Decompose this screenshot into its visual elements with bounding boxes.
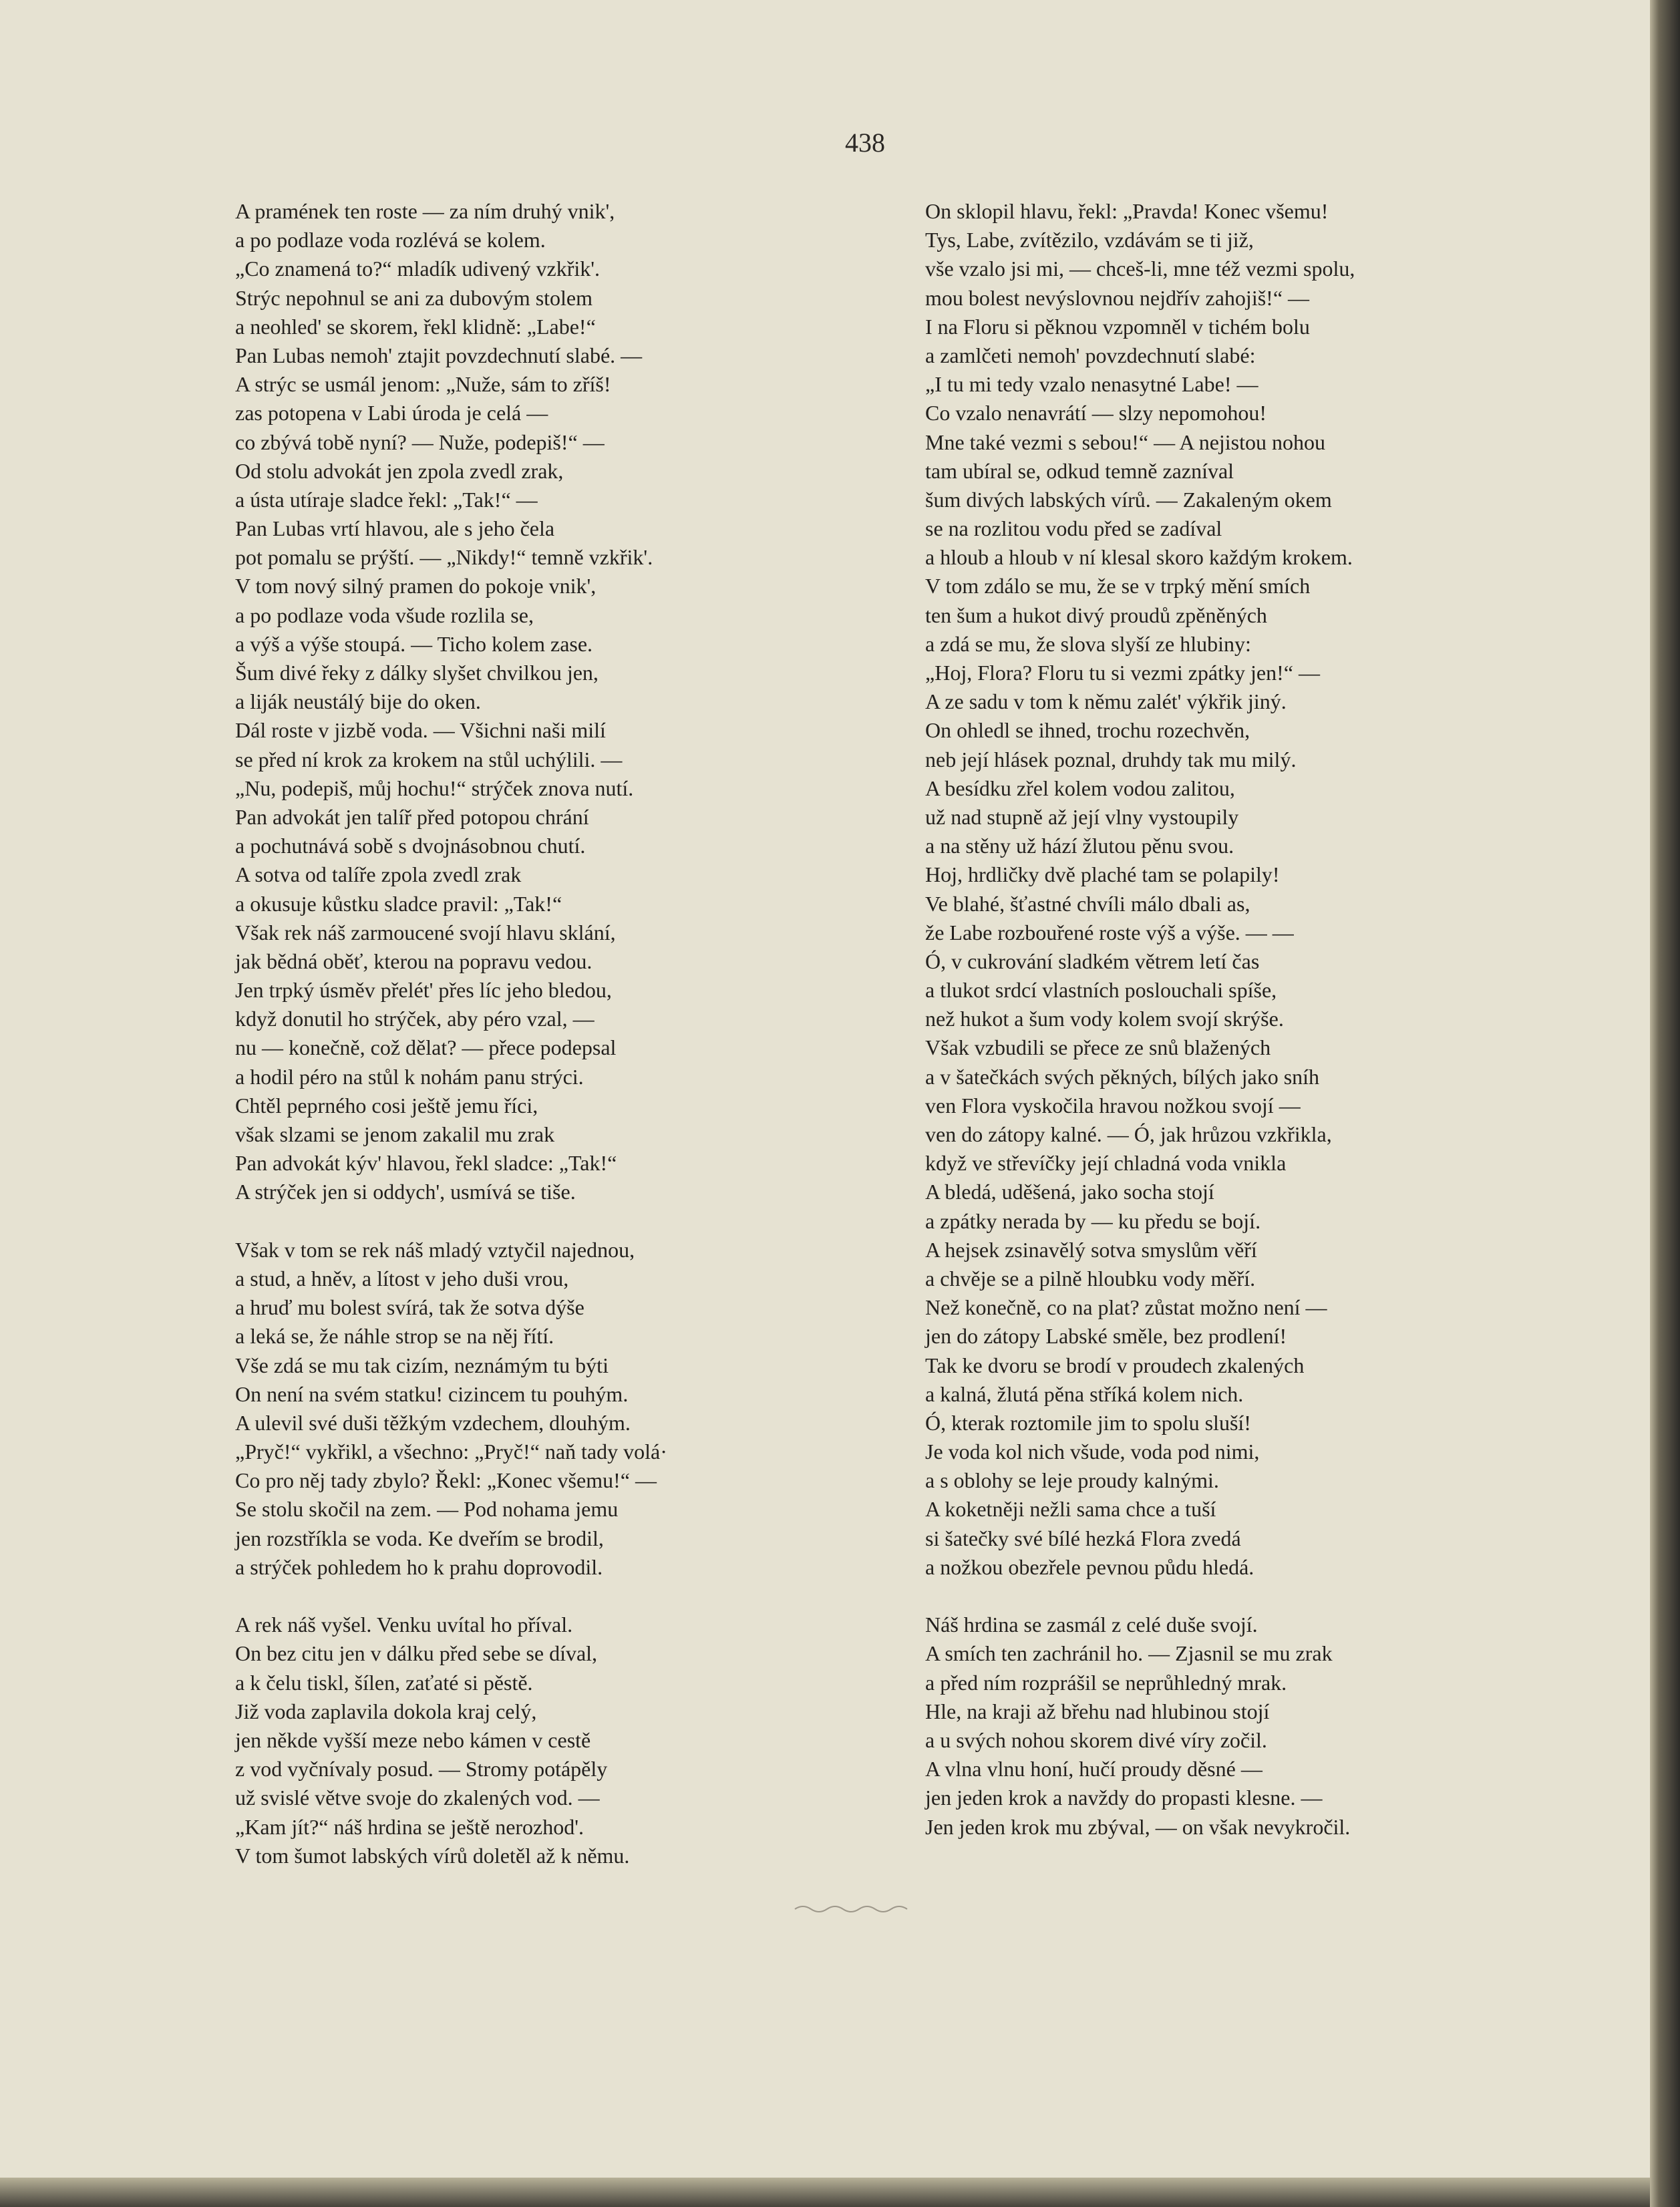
verse-line: „Kam jít?“ náš hrdina se ještě nerozhod'. <box>235 1814 584 1839</box>
verse-line: a hodil péro na stůl k nohám panu strýci. <box>235 1064 584 1089</box>
verse-line: a s oblohy se leje proudy kalnými. <box>925 1468 1219 1493</box>
verse-line: A vlna vlnu honí, hučí proudy děsné — <box>925 1757 1263 1781</box>
left-column <box>235 197 856 1870</box>
verse-line: a kalná, žlutá pěna stříká kolem nich. <box>925 1381 1244 1406</box>
verse-line: Než konečně, co na plat? zůstat možno není — <box>925 1295 1327 1320</box>
verse-line: Náš hrdina se zasmál z celé duše svojí. <box>925 1612 1258 1637</box>
verse-line: Strýc nepohnul se ani za dubovým stolem <box>235 285 593 310</box>
verse-line: Dál roste v jizbě voda. — Všichni naši milí <box>235 718 606 743</box>
verse-line: Však vzbudili se přece ze snů blažených <box>925 1035 1271 1060</box>
verse-line: však slzami se jenom zakalil mu zrak <box>235 1122 555 1146</box>
verse-line: A sotva od talíře zpola zvedl zrak <box>235 862 522 887</box>
verse-line: a výš a výše stoupá. — Ticho kolem zase. <box>235 631 593 656</box>
verse-line: pot pomalu se prýští. — „Nikdy!“ temně vzkřik'. <box>235 545 653 570</box>
verse-line: A strýc se usmál jenom: „Nuže, sám to zříš! <box>235 372 611 397</box>
verse-line: a chvěje se a pilně hloubku vody měří. <box>925 1266 1256 1291</box>
verse-line: Pan Lubas nemoh' ztajit povzdechnutí slabé. — <box>235 343 643 367</box>
verse-line: A strýček jen si oddych', usmívá se tiše. <box>235 1180 576 1204</box>
verse-line: Již voda zaplavila dokola kraj celý, <box>235 1699 537 1723</box>
verse-line: mou bolest nevýslovnou nejdřív zahojiš!“ — <box>925 285 1310 310</box>
end-ornament <box>794 1902 914 1916</box>
verse-line: A koketněji nežli sama chce a tuší <box>925 1497 1216 1522</box>
verse-line: neb její hlásek poznal, druhdy tak mu milý. <box>925 747 1297 772</box>
verse-line: nu — konečně, což dělat? — přece podepsal <box>235 1035 617 1060</box>
verse-line: Co pro něj tady zbylo? Řekl: „Konec všemu!“ — <box>235 1468 657 1493</box>
verse-line: On bez citu jen v dálku před sebe se díval, <box>235 1641 598 1666</box>
verse-line: a stud, a hněv, a lítost v jeho duši vrou, <box>235 1266 569 1291</box>
verse-line: že Labe rozbouřené roste výš a výše. — — <box>925 920 1294 945</box>
verse-line: a ústa utíraje sladce řekl: „Tak!“ — <box>235 487 538 512</box>
verse-line: vše vzalo jsi mi, — chceš-li, mne též vezmi spolu, <box>925 257 1355 281</box>
verse-line: A besídku zřel kolem vodou zalitou, <box>925 776 1235 800</box>
verse-line: už nad stupně až její vlny vystoupily <box>925 804 1239 829</box>
verse-line: Co vzalo nenavrátí — slzy nepomohou! <box>925 401 1267 426</box>
verse-line: zas potopena v Labi úroda je celá — <box>235 401 548 426</box>
verse-line: z vod vyčnívaly posud. — Stromy potápěly <box>235 1757 608 1781</box>
page-edge-bottom <box>0 2178 1650 2207</box>
verse-line: a neohled' se skorem, řekl klidně: „Labe!“ <box>235 314 596 339</box>
verse-line: Ó, v cukrování sladkém větrem letí čas <box>925 949 1260 973</box>
stanza-gap <box>235 1207 856 1236</box>
verse-line: Jen trpký úsměv přelét' přes líc jeho bledou, <box>235 978 612 1003</box>
verse-line: jen jeden krok a navždy do propasti klesne. — <box>925 1786 1323 1810</box>
verse-line: co zbývá tobě nyní? — Nuže, podepiš!“ — <box>235 430 605 454</box>
verse-line: ten šum a hukot divý proudů zpěněných <box>925 603 1267 627</box>
verse-line: On ohledl se ihned, trochu rozechvěn, <box>925 718 1250 743</box>
verse-line: a tlukot srdcí vlastních poslouchali spíše, <box>925 978 1277 1003</box>
verse-line: Ve blahé, šťastné chvíli málo dbali as, <box>925 891 1250 916</box>
verse-line: a zpátky nerada by — ku předu se bojí. <box>925 1208 1261 1233</box>
verse-line: a hloub a hloub v ní klesal skoro každým krokem. <box>925 545 1353 570</box>
verse-line: Šum divé řeky z dálky slyšet chvilkou jen, <box>235 661 599 685</box>
verse-line: a strýček pohledem ho k prahu doprovodil. <box>235 1554 603 1579</box>
verse-line: Pan Lubas vrtí hlavou, ale s jeho čela <box>235 516 555 541</box>
verse-line: Však v tom se rek náš mladý vztyčil najednou, <box>235 1237 635 1262</box>
verse-line: Hle, na kraji až břehu nad hlubinou stojí <box>925 1699 1270 1723</box>
verse-line: I na Floru si pěknou vzpomněl v tichém bolu <box>925 314 1310 339</box>
verse-line: a nožkou obezřele pevnou půdu hledá. <box>925 1554 1254 1579</box>
verse-line: Chtěl peprného cosi ještě jemu říci, <box>235 1093 538 1118</box>
verse-line: Tys, Labe, zvítězilo, vzdávám se ti již, <box>925 228 1254 252</box>
verse-line: Ó, kterak roztomile jim to spolu sluší! <box>925 1410 1251 1435</box>
right-column <box>925 197 1546 1842</box>
verse-line: Je voda kol nich všude, voda pod nimi, <box>925 1439 1260 1464</box>
verse-line: se před ní krok za krokem na stůl uchýlili. — <box>235 747 623 772</box>
verse-line: a liják neustálý bije do oken. <box>235 689 481 714</box>
verse-line: „Nu, podepiš, můj hochu!“ strýček znova nutí. <box>235 776 634 800</box>
verse-line: jen rozstříkla se voda. Ke dveřím se brodil, <box>235 1526 604 1550</box>
verse-line: a u svých nohou skorem divé víry zočil. <box>925 1727 1267 1752</box>
verse-line: jak bědná oběť, kterou na popravu vedou. <box>235 949 593 973</box>
verse-line: V tom nový silný pramen do pokoje vnik', <box>235 574 597 599</box>
verse-line: „Hoj, Flora? Floru tu si vezmi zpátky jen!“ — <box>925 661 1320 685</box>
verse-line: a okusuje kůstku sladce pravil: „Tak!“ <box>235 891 562 916</box>
verse-line: Hoj, hrdličky dvě plaché tam se polapily! <box>925 862 1280 887</box>
verse-line: když ve střevíčky její chladná voda vnikla <box>925 1151 1287 1176</box>
verse-line: a po podlaze voda rozlévá se kolem. <box>235 228 546 252</box>
verse-line: než hukot a šum vody kolem svojí skrýše. <box>925 1007 1284 1031</box>
verse-line: Od stolu advokát jen zpola zvedl zrak, <box>235 458 564 483</box>
verse-line: když donutil ho strýček, aby péro vzal, — <box>235 1007 595 1031</box>
verse-line: A bledá, uděšená, jako socha stojí <box>925 1180 1214 1204</box>
verse-line: a zamlčeti nemoh' povzdechnutí slabé: <box>925 343 1256 367</box>
verse-line: už svislé větve svoje do zkalených vod. — <box>235 1786 600 1810</box>
verse-line: šum divých labských vírů. — Zakaleným okem <box>925 487 1332 512</box>
stanza-gap <box>925 1582 1546 1610</box>
verse-line: On sklopil hlavu, řekl: „Pravda! Konec všemu! <box>925 199 1329 223</box>
verse-line: jen do zátopy Labské směle, bez prodlení! <box>925 1324 1287 1349</box>
page-edge-right <box>1650 0 1680 2207</box>
verse-line: Však rek náš zarmoucené svojí hlavu sklání, <box>235 920 616 945</box>
verse-line: V tom zdálo se mu, že se v trpký mění smích <box>925 574 1311 599</box>
verse-line: On není na svém statku! cizincem tu pouhým. <box>235 1381 629 1406</box>
verse-line: Pan advokát jen talíř před potopou chrání <box>235 804 589 829</box>
verse-line: a pochutnává sobě s dvojnásobnou chutí. <box>235 834 586 858</box>
verse-line: „Co znamená to?“ mladík udivený vzkřik'. <box>235 257 601 281</box>
verse-line: Jen jeden krok mu zbýval, — on však nevykročil. <box>925 1814 1351 1839</box>
verse-line: jen někde vyšší meze nebo kámen v cestě <box>235 1727 591 1752</box>
verse-line: Tak ke dvoru se brodí v proudech zkalených <box>925 1353 1305 1377</box>
verse-line: a na stěny už hází žlutou pěnu svou. <box>925 834 1234 858</box>
verse-line: a po podlaze voda všude rozlila se, <box>235 603 534 627</box>
verse-line: A ze sadu v tom k němu zalét' výkřik jiný. <box>925 689 1287 714</box>
verse-line: a před ním rozprášil se neprůhledný mrak. <box>925 1670 1287 1695</box>
verse-line: tam ubíral se, odkud temně zazníval <box>925 458 1234 483</box>
page-number: 438 <box>845 128 885 158</box>
verse-line: A pramének ten roste — za ním druhý vnik', <box>235 199 615 223</box>
verse-line: A rek náš vyšel. Venku uvítal ho příval. <box>235 1612 573 1637</box>
verse-line: V tom šumot labských vírů doletěl až k němu. <box>235 1843 630 1868</box>
verse-line: A ulevil své duši těžkým vzdechem, dlouhým. <box>235 1410 631 1435</box>
verse-line: A smích ten zachránil ho. — Zjasnil se mu zrak <box>925 1641 1333 1666</box>
verse-line: si šatečky své bílé hezká Flora zvedá <box>925 1526 1241 1550</box>
verse-line: ven Flora vyskočila hravou nožkou svojí — <box>925 1093 1301 1118</box>
verse-line: ven do zátopy kalné. — Ó, jak hrůzou vzkřikla, <box>925 1122 1332 1146</box>
verse-line: a k čelu tiskl, šílen, zaťaté si pěstě. <box>235 1670 533 1695</box>
stanza-gap <box>235 1582 856 1610</box>
verse-line: A hejsek zsinavělý sotva smyslům věří <box>925 1237 1257 1262</box>
verse-line: „I tu mi tedy vzalo nenasytné Labe! — <box>925 372 1258 397</box>
verse-line: Pan advokát kýv' hlavou, řekl sladce: „Tak!“ <box>235 1151 617 1176</box>
verse-line: a hruď mu bolest svírá, tak že sotva dýše <box>235 1295 584 1320</box>
verse-line: a zdá se mu, že slova slyší ze hlubiny: <box>925 631 1251 656</box>
verse-line: Mne také vezmi s sebou!“ — A nejistou nohou <box>925 430 1326 454</box>
verse-line: Vše zdá se mu tak cizím, neznámým tu býti <box>235 1353 609 1377</box>
verse-line: Se stolu skočil na zem. — Pod nohama jemu <box>235 1497 619 1522</box>
verse-line: se na rozlitou vodu před se zadíval <box>925 516 1222 541</box>
verse-line: a v šatečkách svých pěkných, bílých jako sníh <box>925 1064 1320 1089</box>
verse-line: „Pryč!“ vykřikl, a všechno: „Pryč!“ naň tady volá· <box>235 1439 667 1464</box>
verse-line: a leká se, že náhle strop se na něj řítí. <box>235 1324 554 1349</box>
